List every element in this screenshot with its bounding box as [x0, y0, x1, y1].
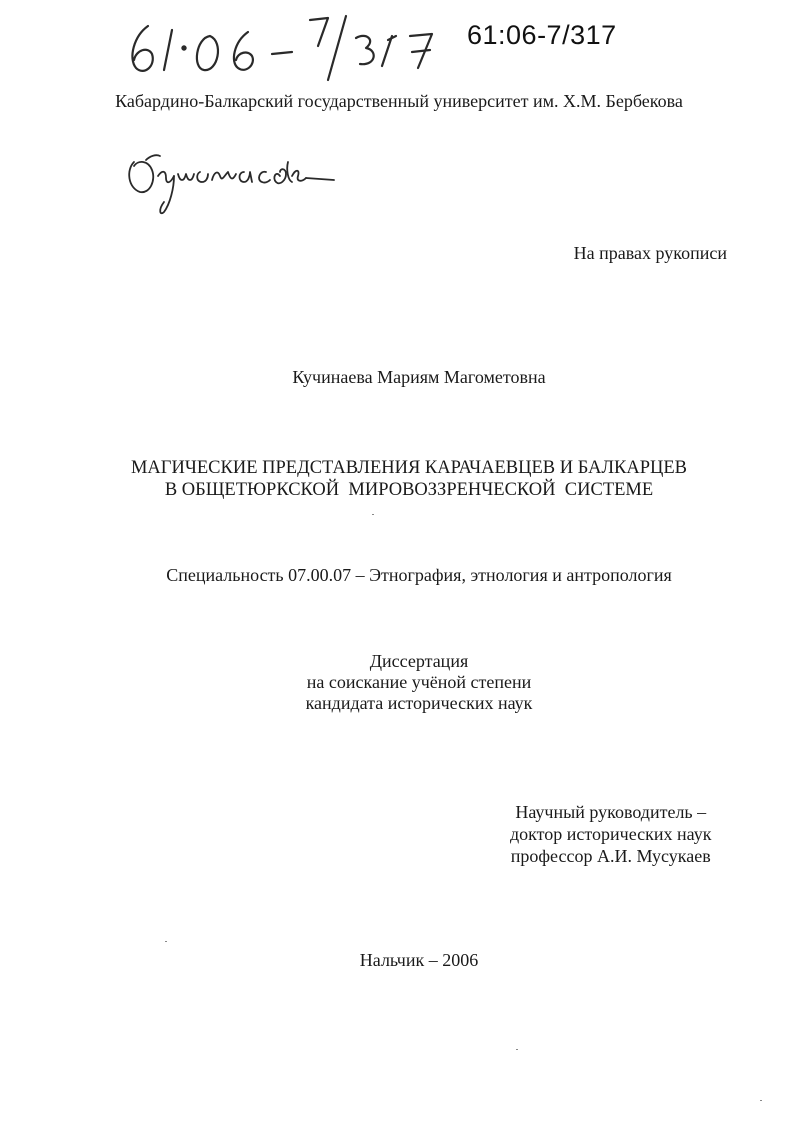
supervisor-block [510, 801, 712, 867]
supervisor-line: доктор исторических наук [510, 824, 712, 844]
speciality: Специальность 07.00.07 – Этнография, этнология и антропология [166, 565, 672, 585]
supervisor-line: профессор А.И. Мусукаев [510, 846, 711, 866]
scan-speck [372, 514, 374, 515]
degree-line: на соискание учёной степени [306, 672, 532, 692]
scan-speck [760, 1100, 762, 1101]
supervisor-line: Научный руководитель – [515, 802, 707, 822]
handwritten-number [120, 6, 450, 84]
degree-line: Диссертация [369, 651, 469, 671]
catalog-number: 61:06-7/317 [467, 20, 617, 50]
title-line: В ОБЩЕТЮРКСКОЙ МИРОВОЗЗРЕНЧЕСКОЙ СИСТЕМЕ [164, 480, 654, 500]
scan-speck [516, 1049, 518, 1050]
city-year: Нальчик – 2006 [359, 950, 479, 970]
degree-statement [0, 651, 798, 714]
rights-note: На правах рукописи [573, 243, 727, 263]
author-signature [120, 140, 340, 220]
scan-speck [165, 941, 167, 942]
author-name: Кучинаева Мариям Магометовна [292, 367, 546, 387]
degree-line: кандидата исторических наук [305, 693, 533, 713]
university-name: Кабардино-Балкарский государственный университет им. Х.М. Бербекова [115, 91, 683, 111]
title-line: МАГИЧЕСКИЕ ПРЕДСТАВЛЕНИЯ КАРАЧАЕВЦЕВ И БАЛКАРЦЕВ [130, 458, 688, 478]
dissertation-title [0, 457, 798, 501]
